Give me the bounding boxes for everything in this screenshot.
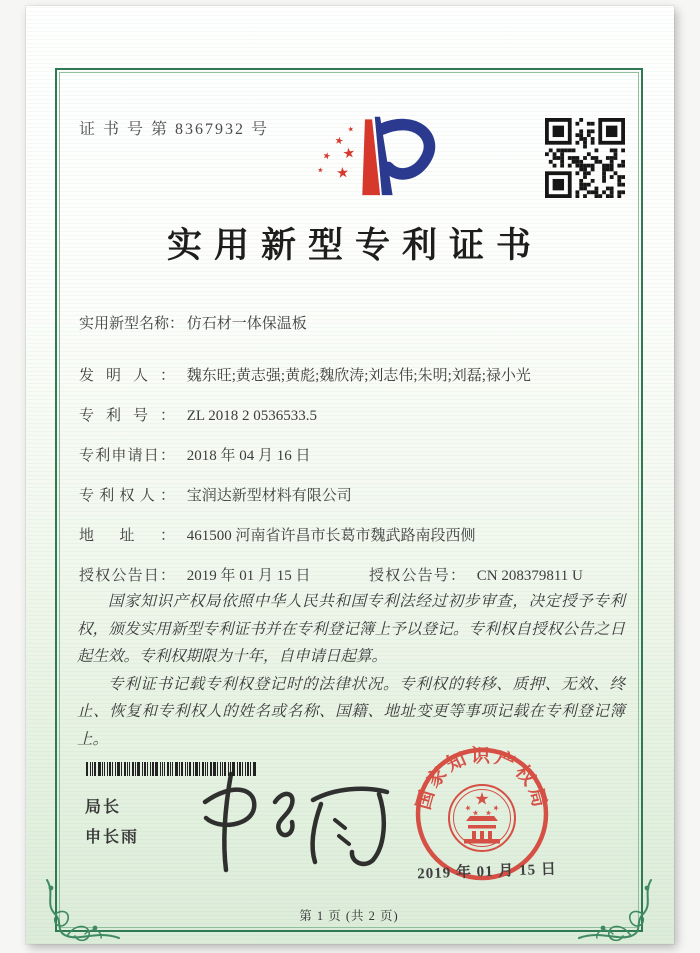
corner-flourish-icon	[41, 860, 125, 944]
director-title: 局长	[85, 799, 122, 816]
certificate-title: 实用新型专利证书	[166, 226, 543, 265]
certificate-paper	[26, 6, 674, 944]
field-label: 授权公告号：	[369, 568, 465, 584]
page-number: 第 1 页 (共 2 页)	[299, 909, 399, 923]
field-label: 专利号：	[79, 408, 175, 424]
field-row-name	[79, 312, 621, 336]
field-row-filing-date	[79, 444, 621, 468]
qr-code-icon	[545, 118, 625, 198]
legal-paragraph-1: 国家知识产权局依照中华人民共和国专利法经过初步审查，决定授予专利权，颁发实用新型专利证书并在专利登记簿上予以登记。专利权自授权公告之日起生效。专利权期限为十年，自申请日起算。	[77, 593, 625, 665]
field-value-patent-no: ZL 2018 2 0536533.5	[186, 408, 318, 424]
national-emblem-icon	[449, 785, 515, 851]
field-label: 地址：	[79, 528, 175, 544]
legal-text	[77, 588, 625, 753]
field-value-patent-name: 仿石材一体保温板	[186, 316, 307, 332]
field-value-address: 461500 河南省许昌市长葛市魏武路南段西侧	[186, 528, 476, 544]
field-row-grant	[79, 564, 621, 588]
field-value-grant-no: CN 208379811 U	[476, 568, 583, 584]
field-label: 授权公告日：	[79, 568, 175, 584]
certificate-number: 证 书 号 第 8367932 号	[79, 121, 270, 138]
field-value-inventors: 魏东旺;黄志强;黄彪;魏欣涛;刘志伟;朱明;刘磊;禄小光	[186, 368, 531, 384]
field-label: 发明人：	[79, 368, 175, 384]
seal-date: 2019 年 01 月 15 日	[416, 861, 558, 883]
grant-number-pair	[369, 564, 583, 588]
certificate-frame	[55, 68, 643, 932]
director-signature-icon	[175, 764, 413, 882]
field-value-filing-date: 2018 年 04 月 16 日	[186, 448, 311, 464]
cnipa-logo-icon	[307, 106, 455, 204]
field-label: 实用新型名称：	[79, 316, 185, 332]
seal-ring-text: 国家知识产权局	[413, 745, 551, 813]
field-value-patentee: 宝润达新型材料有限公司	[186, 488, 352, 504]
field-label: 专利申请日：	[79, 448, 175, 464]
field-label: 专利权人：	[79, 488, 175, 504]
field-list	[79, 312, 621, 604]
director-name: 申长雨	[85, 829, 140, 846]
field-row-inventors	[79, 364, 621, 388]
field-row-patent-no	[79, 404, 621, 428]
legal-paragraph-2: 专利证书记载专利权登记时的法律状况。专利权的转移、质押、无效、终止、恢复和专利权人的姓名或名称、国籍、地址变更等事项记载在专利登记簿上。	[77, 675, 625, 748]
corner-flourish-icon	[573, 860, 657, 944]
field-row-address	[79, 524, 621, 548]
field-value-grant-date: 2019 年 01 月 15 日	[186, 568, 311, 584]
svg-text:国家知识产权局	[413, 744, 552, 813]
field-row-patentee	[79, 484, 621, 508]
